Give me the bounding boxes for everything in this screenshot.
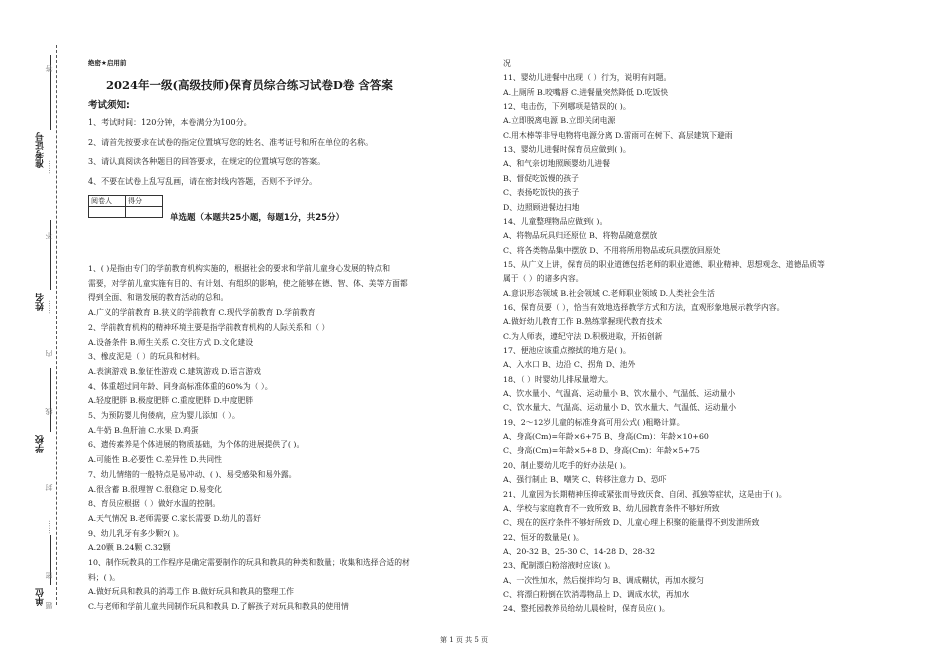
answer-options: C.为人师表，遵纪守法 D.积极进取，开拓创新 (503, 331, 663, 341)
seal-mark: 答 (45, 65, 53, 72)
answer-options: A.表演游戏 B.象征性游戏 C.建筑游戏 D.语言游戏 (88, 366, 261, 376)
question-text: 6、遗传素养是个体进展的物质基础，为个体的进展提供了( )。 (88, 440, 305, 450)
answer-options: B、督促吃饭慢的孩子 (503, 173, 579, 183)
question-text: 3、橡皮泥是（ ）的玩具和材料。 (88, 352, 205, 362)
school-label: 学校 (36, 435, 46, 453)
answer-options: C、表扬吃饭快的孩子 (503, 188, 580, 198)
answer-options: A.天气情况 B.老师需要 C.家长需要 D.幼儿的喜好 (88, 513, 261, 523)
seal-mark: 线 (45, 408, 53, 415)
answer-options: A.可能性 B.必要性 C.差异性 D.共同性 (88, 455, 222, 465)
seal-mark: 封 (45, 484, 53, 491)
answer-options: A.牛奶 B.鱼肝油 C.水果 D.鸡蛋 (88, 425, 199, 435)
question-text: 料；( )。 (88, 572, 120, 582)
question-text: 24、整托园教养员给幼儿晨检时，保育员应( )。 (503, 604, 670, 614)
question-text: 13、婴幼儿进餐时保育员应做到( )。 (503, 145, 631, 155)
question-text: 7、幼儿情绪的一般特点是易冲动、( )、易受感染和易外露。 (88, 469, 297, 479)
answer-options: C、将漂白粉倒在饮消毒物品上 D、调成水状，再加水 (503, 589, 690, 599)
grader-cell[interactable] (89, 207, 126, 218)
answer-options: C、现在的医疗条件不够好所致 D、儿童心理上积聚的能量得不到发泄所致 (503, 518, 760, 528)
answer-options: C.用木棒等非导电物将电源分离 D.雷雨可在树下、高层建筑下避雨 (503, 130, 733, 140)
exam-number-label: 准考证号 (36, 132, 46, 168)
answer-options: C.与老师和学前儿童共同制作玩具和教具 D.了解孩子对玩具和教具的使用情 (88, 602, 349, 612)
school-blank (50, 368, 51, 432)
answer-options: A.轻度肥胖 B.极度肥胖 C.重度肥胖 D.中度肥胖 (88, 396, 254, 406)
question-text: 1、( )是指由专门的学前教育机构实施的，根据社会的要求和学前儿童身心发展的特点和 (88, 264, 391, 273)
notice-item: 4、不要在试卷上乱写乱画，请在密封线内答题，否则不予评分。 (88, 177, 318, 186)
answer-options: A.设备条件 B.师生关系 C.交往方式 D.文化建设 (88, 337, 254, 347)
question-text: 5、为预防婴儿佝偻病，应为婴儿添加（ ）。 (88, 411, 240, 420)
section-title: 单选题（本题共25小题，每题1分，共25分） (170, 213, 345, 223)
answer-options: A、20-32 B、25-30 C、14-28 D、28-32 (503, 546, 656, 556)
answer-options: A、身高(Cm)=年龄×6+75 B、身高(Cm)：年龄×10+60 (503, 432, 709, 442)
question-text: 17、便池应该重点擦拭的地方是( )。 (503, 346, 631, 355)
question-text: 8、育员应根据（ ）做好水温的控制。 (88, 499, 221, 509)
answer-options: C、将各类物品集中摆放 D、不用将所用物品或玩具摆放回原处 (503, 245, 721, 255)
answer-options: A.立即脱离电源 B.立即关闭电源 (503, 116, 616, 126)
unit-label: 单位 (36, 588, 46, 606)
question-text: 20、制止婴幼儿吃手的好办法是( )。 (503, 460, 631, 470)
seal-mark: 密 (45, 572, 53, 579)
answer-options: A.很含蓄 B.很理智 C.很稳定 D.易变化 (88, 484, 222, 494)
question-text: 18、（ ）时婴幼儿排尿量增大。 (503, 374, 613, 384)
grader-header: 阅卷人 (89, 196, 126, 207)
answer-options: A、强行制止 B、嘲笑 C、转移注意力 D、恐吓 (503, 475, 667, 485)
binding-line (56, 45, 57, 605)
question-text: 23、配制漂白粉溶液时应该( )。 (503, 561, 616, 571)
notice-item: 2、请首先按要求在试卷的指定位置填写您的姓名、准考证号和所在单位的名称。 (88, 138, 374, 147)
seal-dots: …… (44, 520, 52, 534)
question-text: 21、儿童因为长期精神压抑或紧张而导致厌食、自闭、孤独等症状，这是由于( )。 (503, 489, 787, 499)
question-text: 10、制作玩教具的工作程序是确定需要制作的玩具和教具的种类和数量；收集和选择合适的材 (88, 558, 410, 567)
answer-options: A、和气亲切地照顾婴幼儿进餐 (503, 159, 610, 169)
seal-dots: …… (44, 160, 52, 174)
answer-options: A、入水口 B、边沿 C、拐角 D、池外 (503, 360, 636, 370)
notice-item: 1、考试时间：120分钟，本卷满分为100分。 (88, 118, 252, 127)
question-text: 12、电击伤，下列哪项是错误的( )。 (503, 102, 631, 112)
question-text: 9、幼儿乳牙有多少颗?( )。 (88, 528, 184, 538)
question-text: 22、恒牙的数量是( )。 (503, 532, 584, 542)
question-text: 14、儿童整理物品应做到( )。 (503, 216, 608, 226)
answer-options: A.做好幼儿教育工作 B.熟练掌握现代教育技术 (503, 317, 663, 327)
seal-mark: 题 (45, 602, 53, 609)
grade-table (88, 195, 163, 218)
answer-options: A、一次性加水，然后搅拌均匀 B、调成糊状，再加水搅匀 (503, 575, 704, 585)
notice-item: 3、请认真阅读各种题目的回答要求，在规定的位置填写您的答案。 (88, 157, 326, 166)
page-title: 2024年一级(高级技师)保育员综合练习试卷D卷 含答案 (106, 78, 393, 92)
answer-options: D、边照顾进餐边扫地 (503, 202, 580, 212)
answer-options: A、饮水量小、气温高、运动量小 B、饮水量小、气温低、运动量小 (503, 389, 736, 399)
question-text: 4、体重超过同年龄、同身高标准体重的60%为（ ）。 (88, 381, 273, 391)
question-text: 15、从广义上讲，保育员的职业道德包括老师的职业道德、职业精神、思想观念、道德品质等 (503, 259, 825, 269)
question-text: 况 (503, 59, 511, 68)
answer-options: A.做好玩具和教具的消毒工作 B.做好玩具和教具的整理工作 (88, 587, 294, 597)
answer-options: A.上厕所 B.咬嘴唇 C.进餐量突然降低 D.吃饭快 (503, 87, 669, 97)
notice-heading: 考试须知: (88, 100, 130, 111)
answer-options: A.意识形态领域 B.社会领域 C.老师职业领域 D.人类社会生活 (503, 288, 715, 298)
answer-options: A、将物品玩具归还原位 B、将物品随意摆放 (503, 231, 658, 241)
question-text: 需要，对学前儿童实施有目的、有计划、有组织的影响，使之能够在德、智、体、美等方面都 (88, 278, 408, 288)
answer-options: A.广义的学前教育 B.狭义的学前教育 C.现代学前教育 D.学前教育 (88, 308, 316, 318)
question-text: 16、保育员要（ ），恰当有效地选择教学方式和方法，直观形象地展示教学内容。 (503, 302, 785, 312)
score-cell[interactable] (126, 207, 163, 218)
answer-options: A.20颗 B.24颗 C.32颗 (88, 543, 171, 553)
answer-options: C、身高(Cm)=年龄×5+8 D、身高(Cm)：年龄×5+75 (503, 446, 700, 456)
answer-options: C、饮水量大、气温高、运动量小 D、饮水量大、气温低、运动量小 (503, 403, 737, 413)
answer-options: A、学校与家庭教育不一致所致 B、幼儿园教育条件不够好所致 (503, 503, 720, 513)
question-text: 11、婴幼儿进餐中出现（ ）行为，说明有问题。 (503, 73, 672, 83)
name-blank (50, 220, 51, 290)
question-text: 2、学前教育机构的精神环境主要是指学前教育机构的人际关系和（ ） (88, 322, 330, 332)
seal-dots: …… (44, 300, 52, 314)
page-footer: 第 1 页 共 5 页 (440, 636, 489, 644)
question-text: 属于（ ）的诸多内容。 (503, 274, 584, 284)
question-text: 得到全面、和谐发展的教育活动的总和。 (88, 293, 229, 303)
score-header: 得分 (126, 196, 163, 207)
seal-mark: 内 (45, 350, 53, 357)
secret-mark: 绝密★启用前 (88, 59, 127, 67)
question-text: 19、2～12岁儿童的标准身高可用公式( )粗略计算。 (503, 417, 685, 427)
name-label: 姓名 (36, 293, 46, 311)
seal-mark: 不 (45, 232, 53, 239)
